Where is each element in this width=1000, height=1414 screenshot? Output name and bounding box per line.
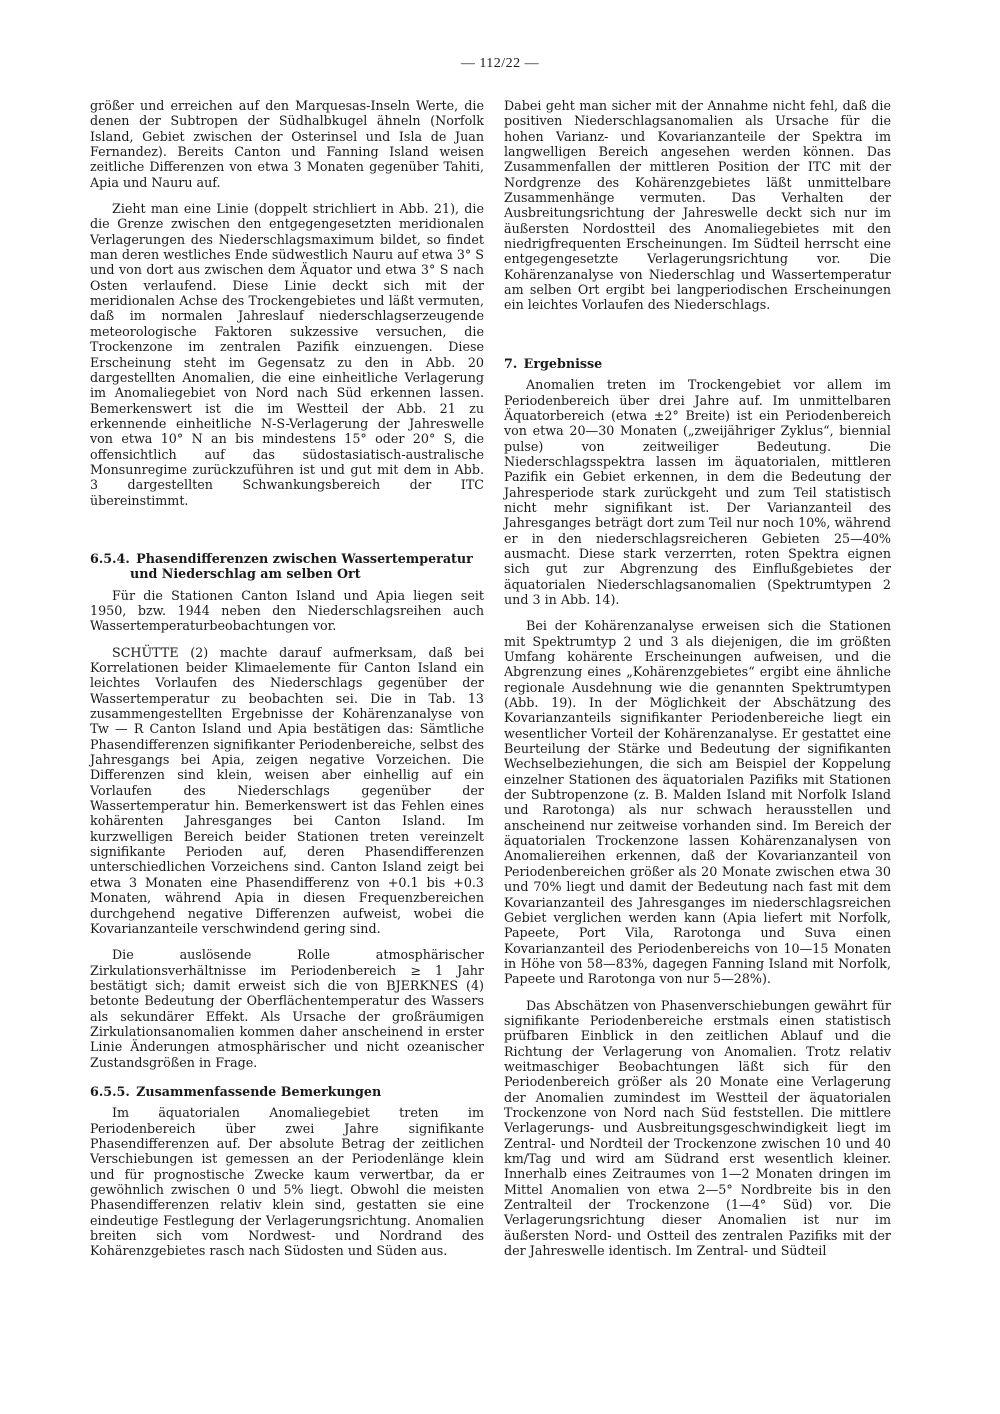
right-column bbox=[504, 98, 891, 1269]
paragraph: Dabei geht man sicher mit der Annahme nicht fehl, daß die positiven Niederschlagsanomalien als Ursache für die hohen Varianz- und Kovarianzanteile der Spektra im langwelligen Bereich angesehen werden können. Das Zusammenfallen der mittleren Position der ITC mit der Nordgrenze des Kohärenzgebietes läßt unmittelbare Zusammenhänge vermuten. Das Verhalten der Ausbreitungsrichtung der Jahreswelle deckt sich nur im äußersten Nordostteil des Anomaliegebietes mit den niedrigfrequenten Erscheinungen. Im Südteil herrscht eine entgegengesetzte Verlagerungsrichtung vor. Die Kohärenzanalyse von Niederschlag und Wassertemperatur am selben Ort ergibt bei langperiodischen Erscheinungen ein leichtes Vorlaufen des Niederschlags. bbox=[504, 98, 891, 313]
section-number: 6.5.4. bbox=[90, 550, 130, 566]
paragraph: größer und erreichen auf den Marquesas-Inseln Werte, die denen der Subtropen der Südhalbkugel ähneln (Norfolk Island, Gebiet zwischen der Osterinsel und Isla de Juan Fernandez). Bereits Canton und Fanning Island weisen zeitliche Differenzen von etwa 3 Monaten gegenüber Tahiti, Apia und Nauru auf. bbox=[90, 98, 484, 190]
page-number: — 112/22 — bbox=[460, 56, 540, 71]
section-number: 7. bbox=[504, 355, 518, 371]
paragraph: Bei der Kohärenzanalyse erweisen sich die Stationen mit Spektrumtyp 2 und 3 als diejenigen, die im größten Umfang kohärente Erscheinungen aufweisen, und die Abgrenzung eines „Kohärenzgebietes“ ergibt eine ähnliche regionale Ausdehnung wie die genannten Spektrumtypen (Abb. 19). In der Möglichkeit der Abschätzung des Kovarianzanteils signifikanter Periodenbereiche liegt ein wesentlicher Vorteil der Kohärenzanalyse. Er gestattet eine Beurteilung der Stärke und Bedeutung der signifikanten Wechselbeziehungen, die sich am Beispiel der Koppelung einzelner Stationen des äquatorialen Pazifiks mit Stationen der Subtropenzone (z. B. Malden Island mit Norfolk Island und Rarotonga) als nur schwach herausstellen und anscheinend nur zeitweise vorhanden sind. Im Bereich der äquatorialen Trockenzone lassen Kohärenzanalysen von Anomaliereihen erkennen, daß der Kovarianzanteil von Periodenbereichen größer als 20 Monate zwischen etwa 30 und 70% liegt und damit der Bedeutung nach fast mit dem Kovarianzanteil des Jahresganges im niederschlagsreichen Gebiet verglichen werden kann (Apia liefert mit Norfolk, Papeete, Port Vila, Rarotonga und Suva einen Kovarianzanteil des Periodenbereichs von 10—15 Monaten in Höhe von 58—83%, dagegen Fanning Island mit Norfolk, Papeete und Rarotonga von nur 5—28%). bbox=[504, 618, 891, 987]
paragraph: Die auslösende Rolle atmosphärischer Zirkulationsverhältnisse im Periodenbereich ≥ 1 Jahr bestätigt sich; damit erweist sich die von BJERKNES (4) betonte Bedeutung der Oberflächentemperatur des Wassers als sekundärer Effekt. Als Ursache der großräumigen Zirkulationsanomalien kommen daher anscheinend in erster Linie Änderungen atmosphärischer und nicht ozeanischer Zustandsgrößen in Frage. bbox=[90, 947, 484, 1070]
section-title-line-1: Phasendifferenzen zwischen Wassertemperatur bbox=[136, 550, 473, 566]
left-column bbox=[90, 98, 484, 1270]
paragraph: Das Abschätzen von Phasenverschiebungen gewährt für signifikante Periodenbereiche erstmals einen statistisch prüfbaren Einblick in den zeitlichen Ablauf und die Richtung der Verlagerung von Anomalien. Trotz relativ weitmaschiger Beobachtungen läßt sich für den Periodenbereich größer als 20 Monate eine Verlagerung der Anomalien zumindest im Westteil der äquatorialen Trockenzone von Nord nach Süd feststellen. Die mittlere Verlagerungs- und Ausbreitungsgeschwindigkeit liegt im Zentral- und Nordteil der Trockenzone zwischen 10 und 40 km/Tag und wird am Südrand erst wesentlich kleiner. Innerhalb eines Zeitraumes von 1—2 Monaten dringen im Mittel Anomalien von etwa 2—5° Nordbreite bis in den Zentralteil der Trockenzone (1—4° Süd) vor. Die Verlagerungsrichtung dieser Anomalien ist nur im äußersten Nord- und Ostteil des zentralen Pazifiks mit der der Jahreswelle identisch. Im Zentral- und Südteil bbox=[504, 997, 891, 1259]
paragraph: Im äquatorialen Anomaliegebiet treten im Periodenbereich über zwei Jahre signifikante Phasendifferenzen auf. Der absolute Betrag der zeitlichen Verschiebungen ist gemessen an der Periodenlänge klein und für prognostische Zwecke kaum verwertbar, da er gewöhnlich zwischen 0 und 5% liegt. Obwohl die meisten Phasendifferenzen relativ klein sind, gestatten sie eine eindeutige Festlegung der Verlagerungsrichtung. Anomalien breiten sich vom Nordwest- und Nordrand des Kohärenzgebietes rasch nach Südosten und Süden aus. bbox=[90, 1105, 484, 1259]
paragraph: Für die Stationen Canton Island und Apia liegen seit 1950, bzw. 1944 neben den Niederschlagsreihen auch Wassertemperaturbeobachtungen vor. bbox=[90, 587, 484, 634]
section-title: Ergebnisse bbox=[523, 355, 603, 371]
section-title-line-2: und Niederschlag am selben Ort bbox=[130, 566, 361, 582]
paragraph: SCHÜTTE (2) machte darauf aufmerksam, daß bei Korrelationen beider Klimaelemente für Canton Island ein leichtes Vorlaufen des Niederschlags gegenüber der Wassertemperatur zu beobachten sei. Die in Tab. 13 zusammengestellten Ergebnisse der Kohärenzanalyse von Tw — R Canton Island und Apia bestätigen das: Sämtliche Phasendifferenzen signifikanter Periodenbereiche, selbst des Jahresgangs bei Apia, zeigen negative Vorzeichen. Die Differenzen sind klein, weisen aber einhellig auf ein Vorlaufen des Niederschlags gegenüber der Wassertemperatur hin. Bemerkenswert ist das Fehlen eines kohärenten Jahresganges bei Canton Island. Im kurzwelligen Bereich beider Stationen treten vereinzelt signifikante Perioden auf, deren Phasendifferenzen unterschiedlichen Vorzeichens sind. Canton Island zeigt bei etwa 3 Monaten eine Phasendifferenz von +0.1 bis +0.3 Monaten, während Apia in diesen Frequenzbereichen durchgehend negative Differenzen aufweist, wobei die Kovarianzanteile verschwindend gering sind. bbox=[90, 644, 484, 936]
paragraph: Zieht man eine Linie (doppelt strichliert in Abb. 21), die die Grenze zwischen den entgegengesetzten meridionalen Verlagerungen des Niederschlagsmaximum bildet, so findet man deren westliches Ende südwestlich Nauru auf etwa 3° S und von dort aus zwischen dem Äquator und etwa 3° S nach Osten verlaufend. Diese Linie deckt sich mit der meridionalen Achse des Trockengebietes und läßt vermuten, daß im normalen Jahreslauf niederschlagserzeugende meteorologische Faktoren sukzessive versuchen, die Trockenzone im zentralen Pazifik einzuengen. Diese Erscheinung steht im Gegensatz zu den in Abb. 20 dargestellten Anomalien, die eine einheitliche Verlagerung im Anomaliegebiet von Nord nach Süd erkennen lassen. Bemerkenswert ist die im Westteil der Abb. 21 zu erkennende einheitliche N-S-Verlagerung der Jahreswelle von etwa 10° N an bis mindestens 15° oder 20° S, die offensichtlich auf das südostasiatisch-australische Monsunregime zurückzuführen ist und gut mit dem in Abb. 3 dargestellten Schwankungsbereich der ITC übereinstimmt. bbox=[90, 201, 484, 508]
section-heading-7 bbox=[504, 356, 891, 371]
section-heading-6-5-5 bbox=[90, 1084, 484, 1099]
section-heading-6-5-4 bbox=[90, 551, 484, 582]
section-title: Zusammenfassende Bemerkungen bbox=[136, 1083, 382, 1099]
paragraph: Anomalien treten im Trockengebiet vor allem im Periodenbereich über drei Jahre auf. Im unmittelbaren Äquatorbereich (etwa ±2° Breite) ist ein Periodenbereich von etwa 20—30 Monaten („zweijähriger Zyklus“, biennial pulse) von zeitweiliger Bedeutung. Die Niederschlagsspektra lassen im äquatorialen, mittleren Pazifik ein Gebiet erkennen, in dem die Bedeutung der Jahresperiode stark zurückgeht und zum Teil statistisch nicht mehr signifikant ist. Der Varianzanteil des Jahresganges beträgt dort zum Teil nur noch 10%, während er in den niederschlagsreicheren Gebieten 25—40% ausmacht. Diese stark verzerrten, roten Spektra eignen sich gut zur Abgrenzung des Einflußgebietes der äquatorialen Niederschlagsanomalien (Spektrumtypen 2 und 3 in Abb. 14). bbox=[504, 377, 891, 607]
section-number: 6.5.5. bbox=[90, 1083, 130, 1099]
